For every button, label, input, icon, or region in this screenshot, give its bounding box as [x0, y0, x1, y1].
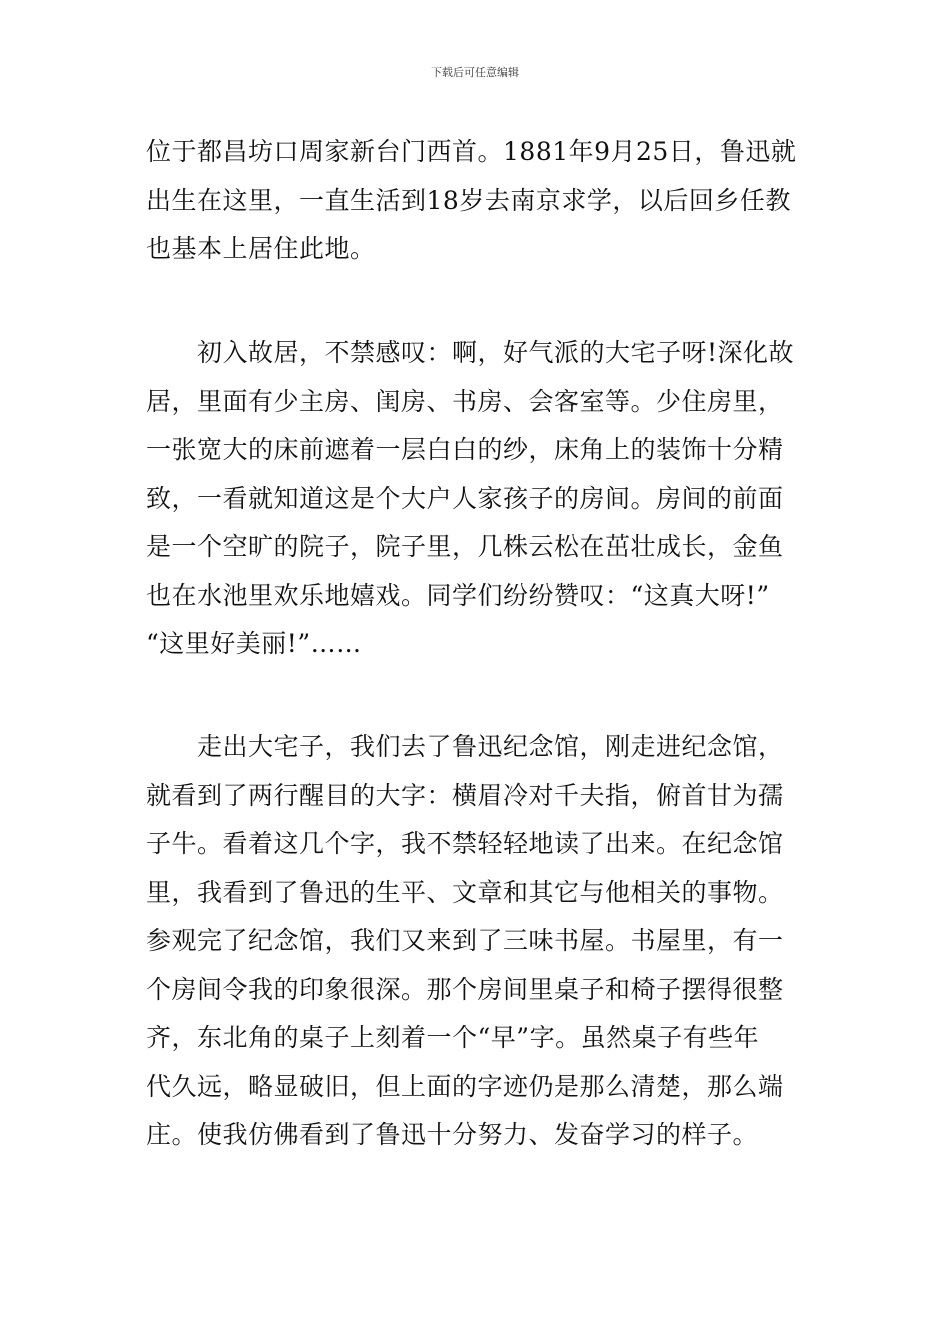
- paragraph-2: [146, 329, 811, 669]
- text-line: 致，一看就知道这是个大户人家孩子的房间。房间的前面: [146, 483, 784, 513]
- text-line: 也基本上居住此地。: [146, 234, 376, 263]
- text-line: 子牛。看着这几个字，我不禁轻轻地读了出来。在纪念馆: [146, 829, 784, 858]
- text-line: 居，里面有少主房、闺房、书房、会客室等。少住房里，: [146, 386, 784, 416]
- text-line: 庄。使我仿佛看到了鲁迅十分努力、发奋学习的样子。: [146, 1120, 759, 1149]
- paragraph-3: [146, 723, 811, 1160]
- paragraph-1: [146, 128, 811, 274]
- text-line: 齐，东北角的桌子上刻着一个“早”字。虽然桌子有些年: [146, 1023, 760, 1052]
- text-line: 是一个空旷的院子，院子里，几株云松在茁壮成长，金鱼: [146, 532, 784, 561]
- text-line: 参观完了纪念馆，我们又来到了三味书屋。书屋里，有一: [146, 926, 784, 955]
- text-line: 就看到了两行醒目的大字：横眉冷对千夫指，俯首甘为孺: [146, 780, 784, 810]
- text-line: 也在水池里欢乐地嬉戏。同学们纷纷赞叹：“这真大呀!”: [146, 580, 770, 610]
- text-line: 里，我看到了鲁迅的生平、文章和其它与他相关的事物。: [146, 877, 784, 907]
- text-line: 代久远，略显破旧，但上面的字迹仍是那么清楚，那么端: [146, 1071, 784, 1101]
- page-header: 下载后可任意编辑: [431, 66, 519, 79]
- text-line: 个房间令我的印象很深。那个房间里桌子和椅子摆得很整: [146, 974, 784, 1004]
- text-line: 出生在这里，一直生活到18岁去南京求学，以后回乡任教: [146, 185, 791, 215]
- text-line: 走出大宅子，我们去了鲁迅纪念馆，刚走进纪念馆，: [146, 732, 784, 761]
- text-line: 位于都昌坊口周家新台门西首。1881年9月25日，鲁迅就: [146, 137, 797, 166]
- text-line: 初入故居，不禁感叹：啊，好气派的大宅子呀!深化故: [146, 338, 795, 367]
- text-line: “这里好美丽!”……: [146, 629, 362, 658]
- text-line: 一张宽大的床前遮着一层白白的纱，床角上的装饰十分精: [146, 435, 784, 464]
